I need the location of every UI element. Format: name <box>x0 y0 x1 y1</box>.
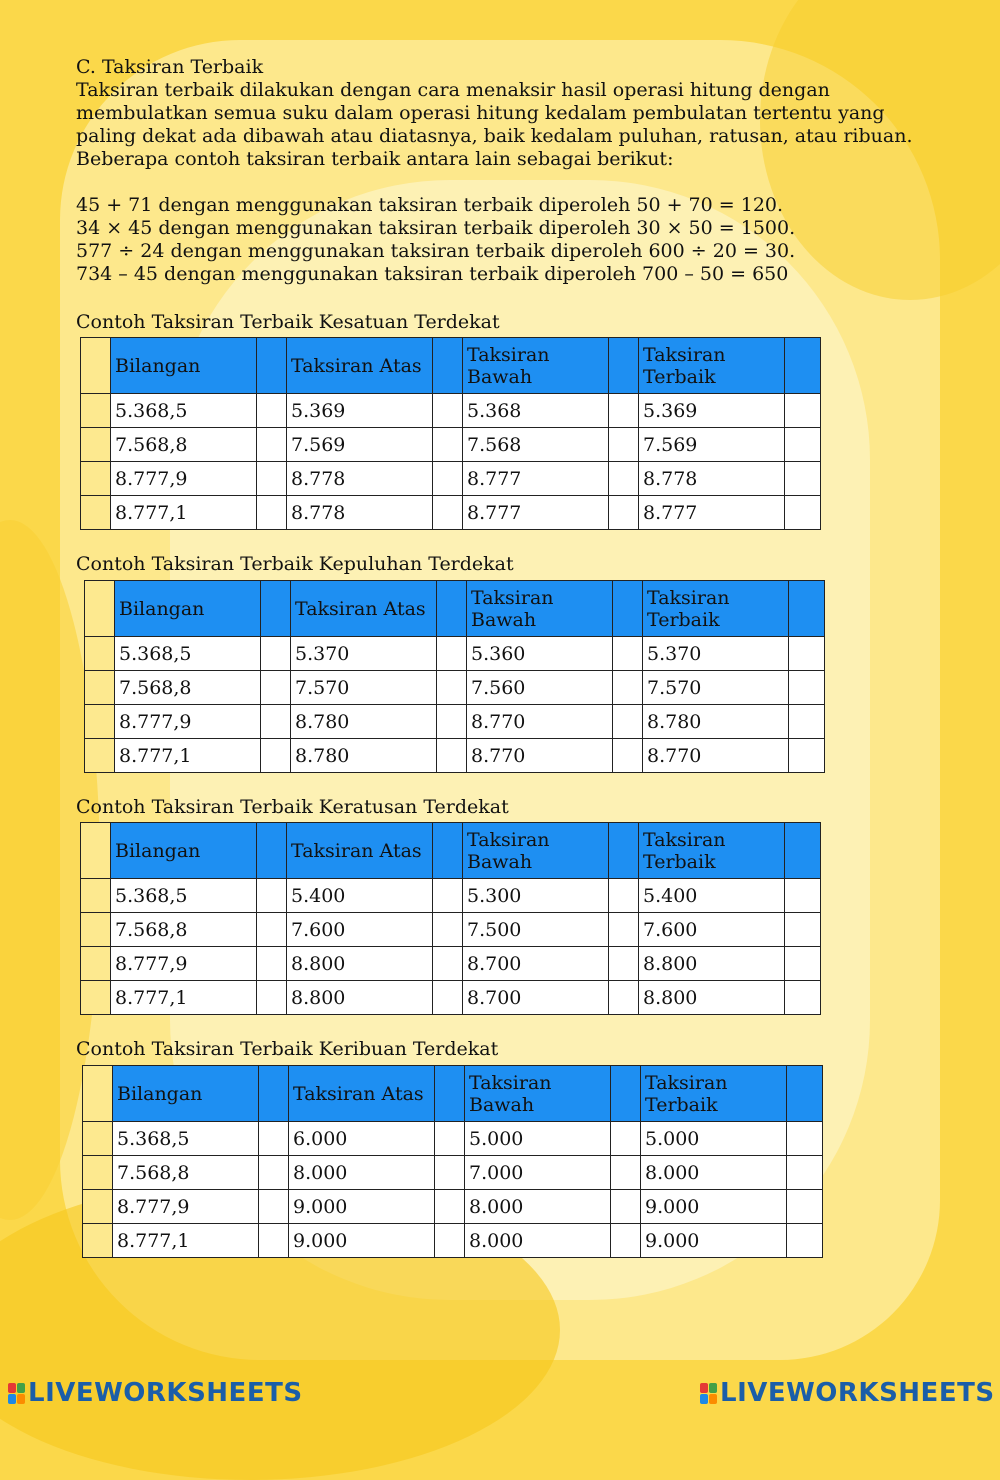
column-header: Taksiran Terbaik <box>641 1066 787 1122</box>
column-header: Taksiran Bawah <box>465 1066 611 1122</box>
cell-lower: 5.300 <box>463 879 609 913</box>
cell-upper: 5.369 <box>287 394 433 428</box>
cell-upper: 7.600 <box>287 913 433 947</box>
table-row <box>81 462 821 496</box>
cell-best: 9.000 <box>641 1224 787 1258</box>
cell-lower: 8.770 <box>467 705 613 739</box>
examples-list <box>76 194 936 286</box>
cell-best: 5.000 <box>641 1122 787 1156</box>
cell-upper: 5.370 <box>291 637 437 671</box>
cell-lower: 8.700 <box>463 981 609 1015</box>
cell-number: 8.777,1 <box>113 1224 259 1258</box>
example-line: 734 – 45 dengan menggunakan taksiran terbaik diperoleh 700 – 50 = 650 <box>76 263 789 285</box>
column-header: Bilangan <box>111 823 257 879</box>
cell-best: 8.780 <box>643 705 789 739</box>
example-line: 34 × 45 dengan menggunakan taksiran terbaik diperoleh 30 × 50 = 1500. <box>76 217 796 239</box>
cell-best: 7.569 <box>639 428 785 462</box>
cell-lower: 8.700 <box>463 947 609 981</box>
cell-best: 5.370 <box>643 637 789 671</box>
table-title: Contoh Taksiran Terbaik Keribuan Terdekat <box>76 1038 499 1060</box>
cell-upper: 8.780 <box>291 739 437 773</box>
cell-lower: 7.000 <box>465 1156 611 1190</box>
cell-lower: 7.568 <box>463 428 609 462</box>
logo-blocks-icon <box>700 1383 717 1404</box>
cell-lower: 5.000 <box>465 1122 611 1156</box>
column-header: Taksiran Atas <box>287 338 433 394</box>
cell-number: 8.777,9 <box>111 947 257 981</box>
cell-upper: 9.000 <box>289 1224 435 1258</box>
estimate-table-thousands <box>82 1065 823 1258</box>
logo-blocks-icon <box>8 1383 25 1404</box>
worksheet-text <box>76 56 936 286</box>
cell-number: 7.568,8 <box>115 671 261 705</box>
cell-number: 8.777,9 <box>111 462 257 496</box>
cell-upper: 8.800 <box>287 947 433 981</box>
cell-number: 5.368,5 <box>111 879 257 913</box>
brand-name: LIVEWORKSHEETS <box>28 1378 303 1408</box>
table-row <box>85 671 825 705</box>
cell-lower: 8.000 <box>465 1224 611 1258</box>
cell-best: 8.000 <box>641 1156 787 1190</box>
cell-lower: 7.500 <box>463 913 609 947</box>
cell-number: 8.777,9 <box>115 705 261 739</box>
estimate-table-units <box>80 337 821 530</box>
cell-lower: 5.368 <box>463 394 609 428</box>
cell-best: 8.777 <box>639 496 785 530</box>
table-row <box>81 913 821 947</box>
cell-upper: 8.800 <box>287 981 433 1015</box>
cell-best: 8.800 <box>639 947 785 981</box>
cell-number: 8.777,1 <box>115 739 261 773</box>
brand-name: LIVEWORKSHEETS <box>720 1378 995 1408</box>
column-header: Taksiran Bawah <box>467 581 613 637</box>
cell-lower: 7.560 <box>467 671 613 705</box>
cell-upper: 8.780 <box>291 705 437 739</box>
cell-number: 8.777,1 <box>111 981 257 1015</box>
cell-number: 7.568,8 <box>113 1156 259 1190</box>
column-header: Bilangan <box>113 1066 259 1122</box>
cell-upper: 7.570 <box>291 671 437 705</box>
cell-upper: 8.778 <box>287 462 433 496</box>
cell-number: 8.777,1 <box>111 496 257 530</box>
liveworksheets-logo-right[interactable] <box>700 1378 995 1408</box>
estimate-table-tens <box>84 580 825 773</box>
example-line: 45 + 71 dengan menggunakan taksiran terbaik diperoleh 50 + 70 = 120. <box>76 194 784 216</box>
column-header: Taksiran Terbaik <box>639 823 785 879</box>
cell-best: 8.778 <box>639 462 785 496</box>
section-heading: C. Taksiran Terbaik <box>76 56 264 78</box>
cell-upper: 6.000 <box>289 1122 435 1156</box>
cell-best: 5.369 <box>639 394 785 428</box>
table-row <box>83 1156 823 1190</box>
cell-number: 8.777,9 <box>113 1190 259 1224</box>
table-row <box>81 981 821 1015</box>
column-header: Taksiran Atas <box>287 823 433 879</box>
table-row <box>81 947 821 981</box>
example-line: 577 ÷ 24 dengan menggunakan taksiran terbaik diperoleh 600 ÷ 20 = 30. <box>76 240 796 262</box>
cell-lower: 8.777 <box>463 496 609 530</box>
cell-upper: 5.400 <box>287 879 433 913</box>
cell-best: 7.600 <box>639 913 785 947</box>
column-header: Taksiran Terbaik <box>639 338 785 394</box>
cell-lower: 5.360 <box>467 637 613 671</box>
table-row <box>81 394 821 428</box>
cell-best: 8.800 <box>639 981 785 1015</box>
cell-lower: 8.770 <box>467 739 613 773</box>
cell-number: 5.368,5 <box>115 637 261 671</box>
column-header: Taksiran Bawah <box>463 823 609 879</box>
cell-number: 7.568,8 <box>111 913 257 947</box>
cell-best: 7.570 <box>643 671 789 705</box>
table-row <box>81 428 821 462</box>
intro-paragraph: Taksiran terbaik dilakukan dengan cara menaksir hasil operasi hitung dengan membulatkan semua suku dalam operasi hitung kedalam pembulatan tertentu yang paling dekat ada dibawah atau diatasnya, baik kedalam puluhan, ratusan, atau ribuan. Beberapa contoh taksiran terbaik antara lain sebagai berikut: <box>76 79 913 170</box>
table-row <box>85 739 825 773</box>
table-row <box>81 496 821 530</box>
cell-lower: 8.777 <box>463 462 609 496</box>
table-title: Contoh Taksiran Terbaik Keratusan Terdekat <box>76 796 509 818</box>
table-title: Contoh Taksiran Terbaik Kesatuan Terdekat <box>76 311 500 333</box>
cell-number: 5.368,5 <box>113 1122 259 1156</box>
column-header: Taksiran Atas <box>289 1066 435 1122</box>
column-header: Bilangan <box>115 581 261 637</box>
cell-number: 5.368,5 <box>111 394 257 428</box>
liveworksheets-logo-left[interactable] <box>8 1378 303 1408</box>
cell-upper: 7.569 <box>287 428 433 462</box>
cell-lower: 8.000 <box>465 1190 611 1224</box>
column-header: Taksiran Bawah <box>463 338 609 394</box>
column-header: Taksiran Terbaik <box>643 581 789 637</box>
cell-upper: 8.778 <box>287 496 433 530</box>
column-header: Taksiran Atas <box>291 581 437 637</box>
cell-number: 7.568,8 <box>111 428 257 462</box>
cell-best: 8.770 <box>643 739 789 773</box>
table-row <box>85 637 825 671</box>
table-header-row <box>85 581 825 637</box>
table-row <box>83 1190 823 1224</box>
table-row <box>85 705 825 739</box>
table-title: Contoh Taksiran Terbaik Kepuluhan Terdekat <box>76 553 514 575</box>
estimate-table-hundreds <box>80 822 821 1015</box>
cell-upper: 9.000 <box>289 1190 435 1224</box>
table-header-row <box>81 338 821 394</box>
table-header-row <box>81 823 821 879</box>
cell-best: 5.400 <box>639 879 785 913</box>
table-row <box>81 879 821 913</box>
table-row <box>83 1224 823 1258</box>
column-header: Bilangan <box>111 338 257 394</box>
cell-best: 9.000 <box>641 1190 787 1224</box>
cell-upper: 8.000 <box>289 1156 435 1190</box>
table-row <box>83 1122 823 1156</box>
table-header-row <box>83 1066 823 1122</box>
